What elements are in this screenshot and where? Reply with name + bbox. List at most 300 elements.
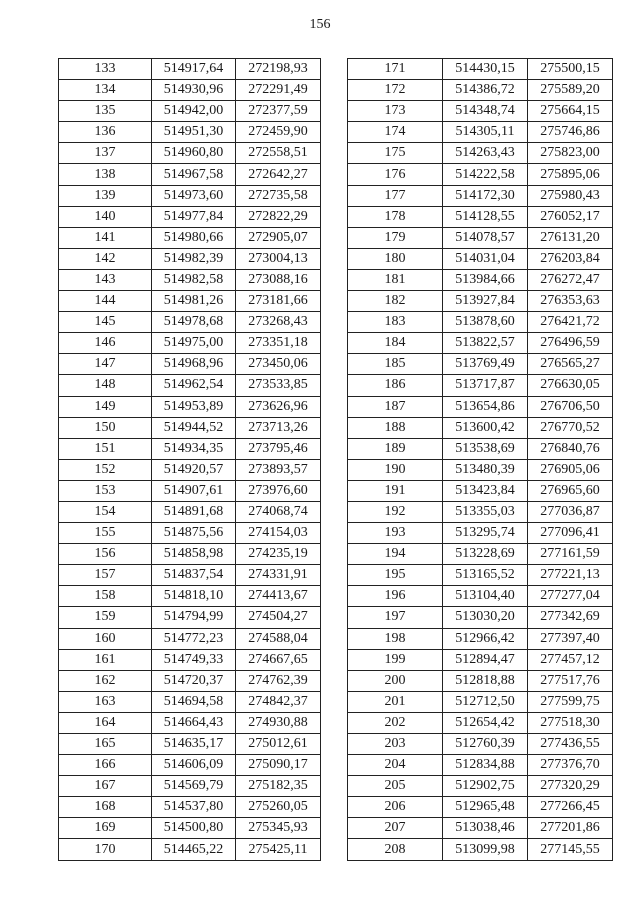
coordinates-table-left [58,58,321,861]
point-number-cell: 151 [59,438,152,459]
y-coordinate-cell: 272905,07 [236,227,321,248]
x-coordinate-cell: 513769,49 [443,354,528,375]
table-row [348,776,613,797]
point-number-cell: 189 [348,438,443,459]
point-number-cell: 208 [348,839,443,860]
table-row [348,586,613,607]
x-coordinate-cell: 514128,55 [443,206,528,227]
x-coordinate-cell: 513480,39 [443,459,528,480]
point-number-cell: 197 [348,607,443,628]
point-number-cell: 176 [348,164,443,185]
y-coordinate-cell: 273351,18 [236,333,321,354]
table-row [348,248,613,269]
x-coordinate-cell: 514772,23 [152,628,236,649]
y-coordinate-cell: 276272,47 [528,269,613,290]
point-number-cell: 134 [59,80,152,101]
table-row [59,459,321,480]
table-row [348,691,613,712]
x-coordinate-cell: 514951,30 [152,122,236,143]
table-body [59,59,321,861]
table-row [348,734,613,755]
y-coordinate-cell: 273004,13 [236,248,321,269]
y-coordinate-cell: 275589,20 [528,80,613,101]
table-row [59,607,321,628]
point-number-cell: 179 [348,227,443,248]
y-coordinate-cell: 277221,13 [528,565,613,586]
x-coordinate-cell: 514537,80 [152,797,236,818]
table-row [348,565,613,586]
point-number-cell: 187 [348,396,443,417]
table-row [59,523,321,544]
y-coordinate-cell: 274413,67 [236,586,321,607]
point-number-cell: 150 [59,417,152,438]
point-number-cell: 207 [348,818,443,839]
point-number-cell: 200 [348,670,443,691]
x-coordinate-cell: 514960,80 [152,143,236,164]
y-coordinate-cell: 272558,51 [236,143,321,164]
table-row [59,291,321,312]
table-row [348,291,613,312]
x-coordinate-cell: 513984,66 [443,269,528,290]
point-number-cell: 193 [348,523,443,544]
point-number-cell: 167 [59,776,152,797]
point-number-cell: 173 [348,101,443,122]
table-row [59,628,321,649]
y-coordinate-cell: 272735,58 [236,185,321,206]
point-number-cell: 191 [348,480,443,501]
table-row [348,333,613,354]
point-number-cell: 136 [59,122,152,143]
coordinates-table-right [347,58,613,861]
point-number-cell: 180 [348,248,443,269]
table-row [59,755,321,776]
y-coordinate-cell: 275182,35 [236,776,321,797]
x-coordinate-cell: 512965,48 [443,797,528,818]
point-number-cell: 156 [59,544,152,565]
y-coordinate-cell: 277457,12 [528,649,613,670]
table-row [59,438,321,459]
x-coordinate-cell: 514465,22 [152,839,236,860]
table-row [59,122,321,143]
x-coordinate-cell: 514875,56 [152,523,236,544]
y-coordinate-cell: 275823,00 [528,143,613,164]
point-number-cell: 206 [348,797,443,818]
table-row [348,227,613,248]
point-number-cell: 198 [348,628,443,649]
y-coordinate-cell: 272198,93 [236,59,321,80]
table-row [348,839,613,860]
x-coordinate-cell: 514606,09 [152,755,236,776]
point-number-cell: 153 [59,480,152,501]
x-coordinate-cell: 514348,74 [443,101,528,122]
x-coordinate-cell: 512654,42 [443,712,528,733]
y-coordinate-cell: 274842,37 [236,691,321,712]
table-row [348,269,613,290]
table-row [348,80,613,101]
table-row [348,438,613,459]
x-coordinate-cell: 514975,00 [152,333,236,354]
y-coordinate-cell: 276770,52 [528,417,613,438]
x-coordinate-cell: 514837,54 [152,565,236,586]
y-coordinate-cell: 277342,69 [528,607,613,628]
y-coordinate-cell: 274667,65 [236,649,321,670]
x-coordinate-cell: 512902,75 [443,776,528,797]
x-coordinate-cell: 514818,10 [152,586,236,607]
table-row [59,670,321,691]
y-coordinate-cell: 277201,86 [528,818,613,839]
table-row [59,565,321,586]
table-row [59,480,321,501]
y-coordinate-cell: 274930,88 [236,712,321,733]
y-coordinate-cell: 277320,29 [528,776,613,797]
point-number-cell: 171 [348,59,443,80]
y-coordinate-cell: 277599,75 [528,691,613,712]
point-number-cell: 174 [348,122,443,143]
x-coordinate-cell: 514569,79 [152,776,236,797]
x-coordinate-cell: 514934,35 [152,438,236,459]
x-coordinate-cell: 514968,96 [152,354,236,375]
table-row [348,670,613,691]
y-coordinate-cell: 273268,43 [236,312,321,333]
table-body [348,59,613,861]
point-number-cell: 154 [59,501,152,522]
x-coordinate-cell: 513822,57 [443,333,528,354]
x-coordinate-cell: 514977,84 [152,206,236,227]
table-row [59,649,321,670]
y-coordinate-cell: 275746,86 [528,122,613,143]
x-coordinate-cell: 513295,74 [443,523,528,544]
table-row [348,312,613,333]
table-row [59,818,321,839]
point-number-cell: 204 [348,755,443,776]
point-number-cell: 162 [59,670,152,691]
y-coordinate-cell: 277096,41 [528,523,613,544]
x-coordinate-cell: 514794,99 [152,607,236,628]
y-coordinate-cell: 275500,15 [528,59,613,80]
x-coordinate-cell: 514500,80 [152,818,236,839]
page-number: 156 [309,17,331,32]
point-number-cell: 194 [348,544,443,565]
y-coordinate-cell: 277145,55 [528,839,613,860]
x-coordinate-cell: 514982,39 [152,248,236,269]
x-coordinate-cell: 514720,37 [152,670,236,691]
point-number-cell: 181 [348,269,443,290]
x-coordinate-cell: 514386,72 [443,80,528,101]
table-row [59,143,321,164]
y-coordinate-cell: 274331,91 [236,565,321,586]
y-coordinate-cell: 276565,27 [528,354,613,375]
y-coordinate-cell: 277161,59 [528,544,613,565]
point-number-cell: 152 [59,459,152,480]
point-number-cell: 190 [348,459,443,480]
point-number-cell: 199 [348,649,443,670]
y-coordinate-cell: 273626,96 [236,396,321,417]
table-row [348,712,613,733]
point-number-cell: 141 [59,227,152,248]
table-row [348,396,613,417]
x-coordinate-cell: 514920,57 [152,459,236,480]
y-coordinate-cell: 275425,11 [236,839,321,860]
table-row [59,417,321,438]
table-row [59,333,321,354]
x-coordinate-cell: 514222,58 [443,164,528,185]
table-row [348,797,613,818]
y-coordinate-cell: 275895,06 [528,164,613,185]
point-number-cell: 175 [348,143,443,164]
table-row [59,227,321,248]
table-row [348,122,613,143]
table-row [59,206,321,227]
x-coordinate-cell: 512834,88 [443,755,528,776]
x-coordinate-cell: 514635,17 [152,734,236,755]
y-coordinate-cell: 273893,57 [236,459,321,480]
y-coordinate-cell: 277517,76 [528,670,613,691]
x-coordinate-cell: 514953,89 [152,396,236,417]
point-number-cell: 163 [59,691,152,712]
table-row [59,712,321,733]
y-coordinate-cell: 276131,20 [528,227,613,248]
x-coordinate-cell: 514430,15 [443,59,528,80]
y-coordinate-cell: 276905,06 [528,459,613,480]
y-coordinate-cell: 272377,59 [236,101,321,122]
point-number-cell: 149 [59,396,152,417]
table-row [59,312,321,333]
table-row [348,607,613,628]
y-coordinate-cell: 275664,15 [528,101,613,122]
point-number-cell: 195 [348,565,443,586]
x-coordinate-cell: 512894,47 [443,649,528,670]
y-coordinate-cell: 274762,39 [236,670,321,691]
x-coordinate-cell: 512966,42 [443,628,528,649]
x-coordinate-cell: 514891,68 [152,501,236,522]
table-row [348,459,613,480]
y-coordinate-cell: 274068,74 [236,501,321,522]
table-row [59,797,321,818]
table-row [348,417,613,438]
y-coordinate-cell: 277436,55 [528,734,613,755]
x-coordinate-cell: 514664,43 [152,712,236,733]
y-coordinate-cell: 276965,60 [528,480,613,501]
point-number-cell: 203 [348,734,443,755]
x-coordinate-cell: 514263,43 [443,143,528,164]
y-coordinate-cell: 277266,45 [528,797,613,818]
y-coordinate-cell: 277376,70 [528,755,613,776]
y-coordinate-cell: 277036,87 [528,501,613,522]
y-coordinate-cell: 276496,59 [528,333,613,354]
table-row [348,354,613,375]
point-number-cell: 146 [59,333,152,354]
table-row [348,818,613,839]
y-coordinate-cell: 274588,04 [236,628,321,649]
point-number-cell: 165 [59,734,152,755]
table-row [348,501,613,522]
x-coordinate-cell: 513423,84 [443,480,528,501]
y-coordinate-cell: 273795,46 [236,438,321,459]
y-coordinate-cell: 273533,85 [236,375,321,396]
table-row [59,776,321,797]
y-coordinate-cell: 276630,05 [528,375,613,396]
x-coordinate-cell: 513927,84 [443,291,528,312]
y-coordinate-cell: 277277,04 [528,586,613,607]
table-row [59,396,321,417]
point-number-cell: 192 [348,501,443,522]
point-number-cell: 186 [348,375,443,396]
y-coordinate-cell: 276353,63 [528,291,613,312]
table-row [59,269,321,290]
table-row [59,839,321,860]
y-coordinate-cell: 273450,06 [236,354,321,375]
y-coordinate-cell: 274154,03 [236,523,321,544]
point-number-cell: 160 [59,628,152,649]
table-row [348,59,613,80]
x-coordinate-cell: 514973,60 [152,185,236,206]
table-row [59,164,321,185]
x-coordinate-cell: 514980,66 [152,227,236,248]
table-row [348,544,613,565]
x-coordinate-cell: 514858,98 [152,544,236,565]
point-number-cell: 159 [59,607,152,628]
table-row [59,501,321,522]
y-coordinate-cell: 275260,05 [236,797,321,818]
x-coordinate-cell: 513355,03 [443,501,528,522]
table-row [348,164,613,185]
point-number-cell: 147 [59,354,152,375]
x-coordinate-cell: 514078,57 [443,227,528,248]
y-coordinate-cell: 273976,60 [236,480,321,501]
y-coordinate-cell: 272822,29 [236,206,321,227]
table-row [59,734,321,755]
x-coordinate-cell: 514962,54 [152,375,236,396]
x-coordinate-cell: 514749,33 [152,649,236,670]
x-coordinate-cell: 514917,64 [152,59,236,80]
point-number-cell: 177 [348,185,443,206]
x-coordinate-cell: 513038,46 [443,818,528,839]
x-coordinate-cell: 514967,58 [152,164,236,185]
table-row [348,185,613,206]
x-coordinate-cell: 514930,96 [152,80,236,101]
x-coordinate-cell: 513600,42 [443,417,528,438]
x-coordinate-cell: 514944,52 [152,417,236,438]
table-row [59,80,321,101]
table-row [348,206,613,227]
table-row [59,354,321,375]
y-coordinate-cell: 274504,27 [236,607,321,628]
table-row [59,586,321,607]
table-row [59,59,321,80]
point-number-cell: 137 [59,143,152,164]
point-number-cell: 184 [348,333,443,354]
y-coordinate-cell: 272459,90 [236,122,321,143]
x-coordinate-cell: 513165,52 [443,565,528,586]
y-coordinate-cell: 277397,40 [528,628,613,649]
x-coordinate-cell: 514982,58 [152,269,236,290]
x-coordinate-cell: 513099,98 [443,839,528,860]
point-number-cell: 139 [59,185,152,206]
x-coordinate-cell: 513538,69 [443,438,528,459]
table-row [59,248,321,269]
point-number-cell: 143 [59,269,152,290]
x-coordinate-cell: 514981,26 [152,291,236,312]
point-number-cell: 172 [348,80,443,101]
point-number-cell: 148 [59,375,152,396]
point-number-cell: 138 [59,164,152,185]
x-coordinate-cell: 514942,00 [152,101,236,122]
table-row [348,649,613,670]
y-coordinate-cell: 272291,49 [236,80,321,101]
y-coordinate-cell: 273181,66 [236,291,321,312]
table-row [59,544,321,565]
point-number-cell: 183 [348,312,443,333]
y-coordinate-cell: 276203,84 [528,248,613,269]
x-coordinate-cell: 513878,60 [443,312,528,333]
table-row [59,101,321,122]
point-number-cell: 182 [348,291,443,312]
point-number-cell: 201 [348,691,443,712]
table-row [59,691,321,712]
x-coordinate-cell: 514172,30 [443,185,528,206]
point-number-cell: 178 [348,206,443,227]
y-coordinate-cell: 275090,17 [236,755,321,776]
table-row [348,143,613,164]
x-coordinate-cell: 514907,61 [152,480,236,501]
point-number-cell: 145 [59,312,152,333]
x-coordinate-cell: 513717,87 [443,375,528,396]
x-coordinate-cell: 514978,68 [152,312,236,333]
y-coordinate-cell: 277518,30 [528,712,613,733]
point-number-cell: 188 [348,417,443,438]
point-number-cell: 185 [348,354,443,375]
point-number-cell: 133 [59,59,152,80]
y-coordinate-cell: 276421,72 [528,312,613,333]
point-number-cell: 166 [59,755,152,776]
point-number-cell: 205 [348,776,443,797]
table-row [348,101,613,122]
table-row [348,523,613,544]
point-number-cell: 202 [348,712,443,733]
y-coordinate-cell: 273088,16 [236,269,321,290]
table-row [348,480,613,501]
x-coordinate-cell: 513030,20 [443,607,528,628]
y-coordinate-cell: 272642,27 [236,164,321,185]
y-coordinate-cell: 274235,19 [236,544,321,565]
y-coordinate-cell: 275345,93 [236,818,321,839]
point-number-cell: 157 [59,565,152,586]
x-coordinate-cell: 512760,39 [443,734,528,755]
x-coordinate-cell: 513228,69 [443,544,528,565]
y-coordinate-cell: 276840,76 [528,438,613,459]
point-number-cell: 140 [59,206,152,227]
point-number-cell: 161 [59,649,152,670]
point-number-cell: 164 [59,712,152,733]
table-row [59,375,321,396]
point-number-cell: 170 [59,839,152,860]
y-coordinate-cell: 276052,17 [528,206,613,227]
x-coordinate-cell: 514305,11 [443,122,528,143]
point-number-cell: 158 [59,586,152,607]
point-number-cell: 135 [59,101,152,122]
y-coordinate-cell: 273713,26 [236,417,321,438]
point-number-cell: 144 [59,291,152,312]
y-coordinate-cell: 275980,43 [528,185,613,206]
table-row [348,755,613,776]
point-number-cell: 196 [348,586,443,607]
x-coordinate-cell: 513104,40 [443,586,528,607]
table-row [348,628,613,649]
y-coordinate-cell: 276706,50 [528,396,613,417]
table-row [348,375,613,396]
point-number-cell: 168 [59,797,152,818]
x-coordinate-cell: 512818,88 [443,670,528,691]
